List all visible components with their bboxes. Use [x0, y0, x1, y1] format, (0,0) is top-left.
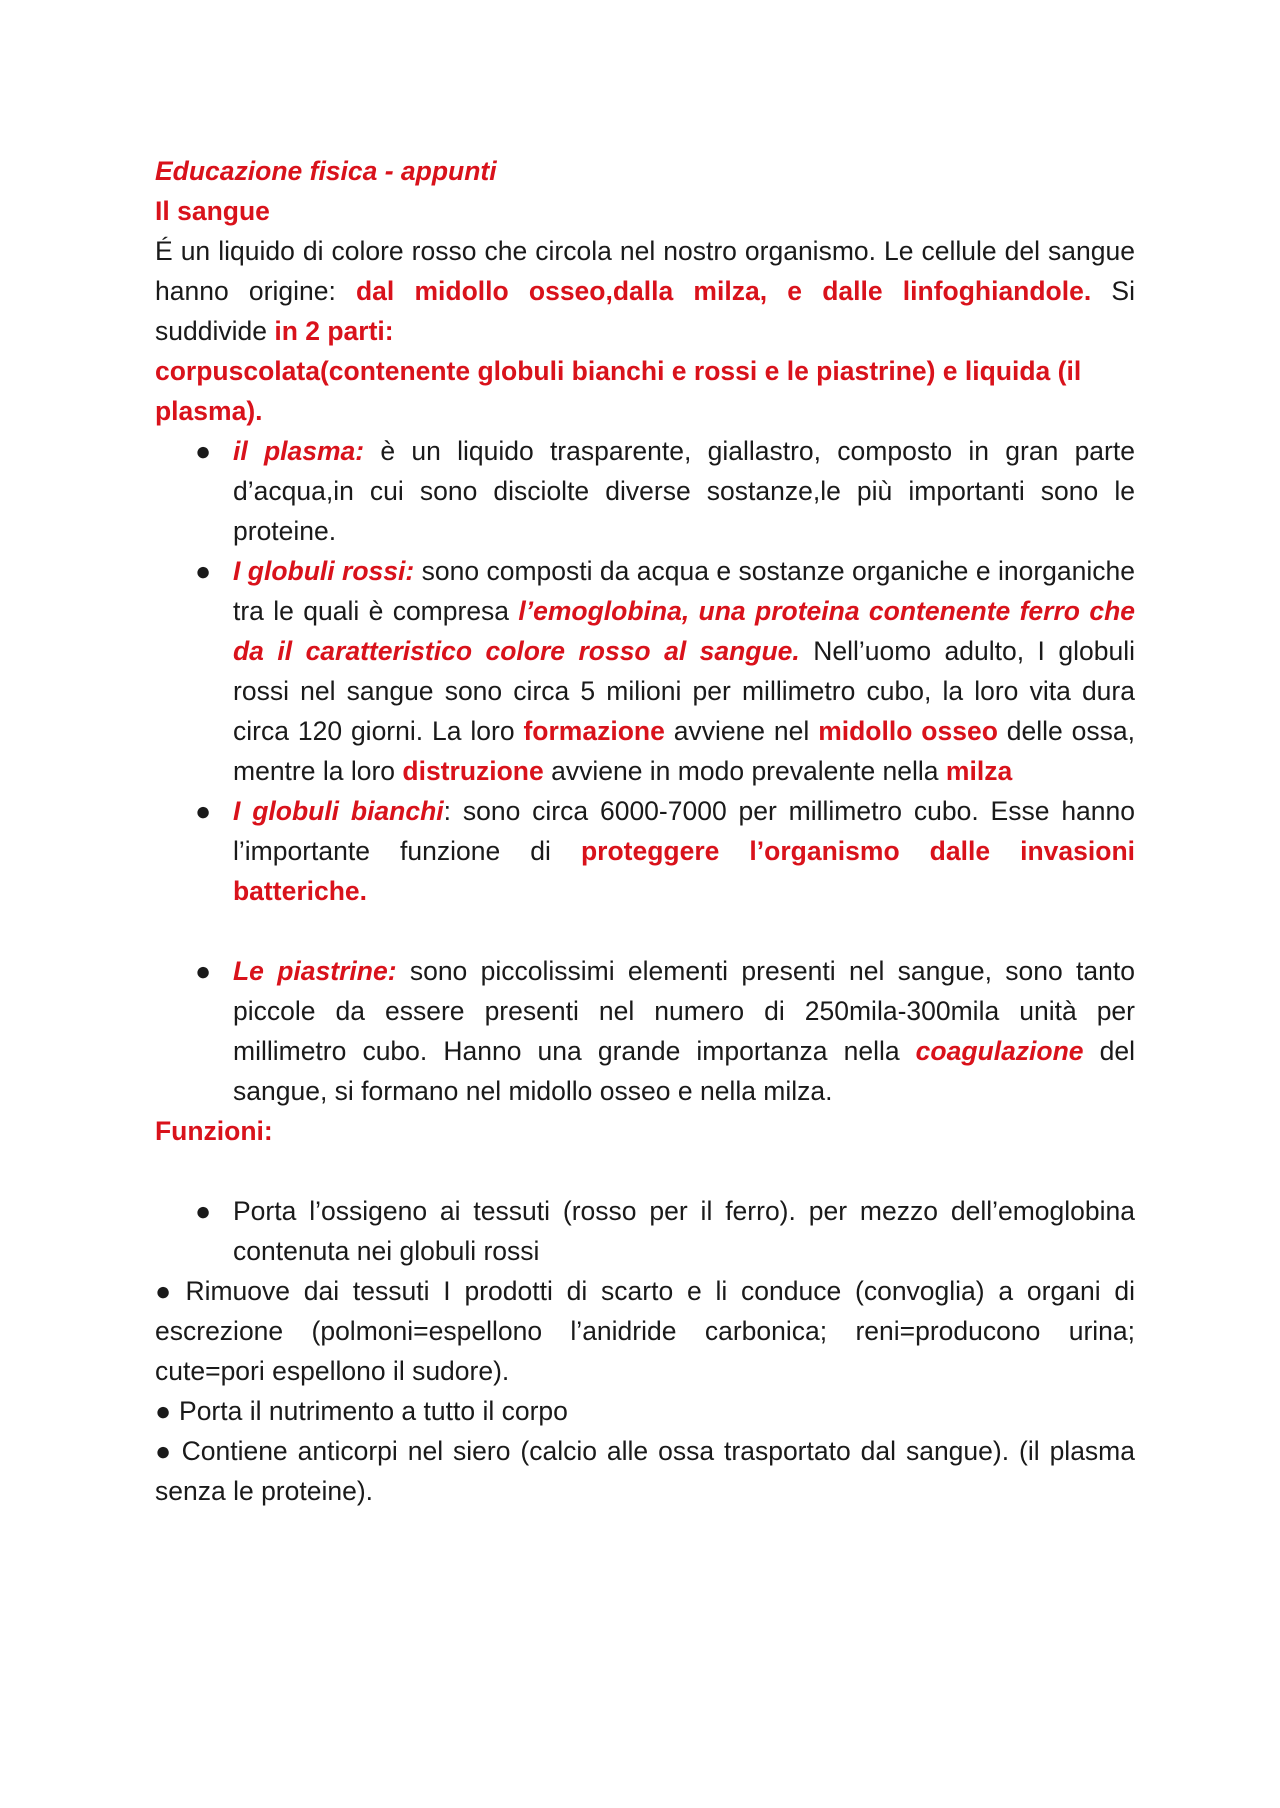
- intro-parts-description: corpuscolata(contenente globuli bianchi e rossi e le piastrine) e liquida (il plasma).: [155, 356, 1082, 426]
- function-text: Rimuove dai tessuti I prodotti di scarto e li conduce (convoglia) a organi di escrezione (polmoni=espellono l’anidride carbonica; reni=producono urina; cute=pori espellono il sudore).: [155, 1276, 1135, 1386]
- red-cells-text: avviene in modo prevalente nella: [543, 756, 946, 786]
- term-red-cells: I globuli rossi:: [233, 556, 415, 586]
- intro-paragraph: [155, 231, 1135, 351]
- function-item: [155, 1271, 1135, 1391]
- section-heading: Il sangue: [155, 196, 270, 226]
- white-cells-text: : sono circa 6000-7000 per millimetro cubo. Esse hanno l’importante funzione di: [233, 796, 1136, 866]
- platelets-text: del sangue, si formano nel midollo osseo e nella milza.: [233, 1036, 1135, 1106]
- term-white-cells: I globuli bianchi: [233, 796, 444, 826]
- term-plasma: il plasma:: [233, 436, 365, 466]
- formation-highlight: formazione: [523, 716, 665, 746]
- spleen-highlight: milza: [945, 756, 1013, 786]
- term-platelets: Le piastrine:: [233, 956, 397, 986]
- red-cells-text: sono composti da acqua e sostanze organiche e inorganiche tra le quali è compresa: [233, 556, 1135, 626]
- function-item: [194, 1191, 1135, 1271]
- bullet-icon: ●: [194, 436, 211, 466]
- bullet-icon: ●: [194, 956, 211, 986]
- blood-components-list: [155, 431, 1135, 1111]
- function-item: [155, 1391, 1135, 1431]
- bone-marrow-highlight: midollo osseo: [818, 716, 998, 746]
- document-title: Educazione fisica - appunti: [155, 156, 497, 186]
- bullet-icon: ●: [155, 1436, 174, 1466]
- intro-origin-highlight: dal midollo osseo,dalla milza, e dalle linfoghiandole.: [356, 276, 1092, 306]
- platelets-text: sono piccolissimi elementi presenti nel sangue, sono tanto piccole da essere presenti nel numero di 250mila-300mila unità per millimetro cubo. Hanno una grande importanza nella: [233, 956, 1135, 1066]
- function-text: Porta l’ossigeno ai tessuti (rosso per il ferro). per mezzo dell’emoglobina contenuta nei globuli rossi: [233, 1196, 1135, 1266]
- bullet-icon: ●: [194, 796, 211, 826]
- functions-heading: Funzioni:: [155, 1116, 273, 1146]
- list-item-platelets: [194, 951, 1135, 1111]
- plasma-text: è un liquido trasparente, giallastro, composto in gran parte d’acqua,in cui sono disciolte diverse sostanze,le più importanti sono le proteine.: [233, 436, 1135, 546]
- coagulation-highlight: coagulazione: [915, 1036, 1084, 1066]
- protection-highlight: proteggere l’organismo dalle invasioni batteriche.: [233, 836, 1135, 906]
- intro-parts-highlight: in 2 parti:: [274, 316, 394, 346]
- bullet-icon: ●: [194, 556, 211, 586]
- list-spacer: [233, 911, 1135, 951]
- list-item-red-cells: [194, 551, 1135, 791]
- bullet-icon: ●: [194, 1196, 211, 1226]
- function-text: Contiene anticorpi nel siero (calcio alle ossa trasportato dal sangue). (il plasma senza le proteine).: [155, 1436, 1135, 1506]
- destruction-highlight: distruzione: [402, 756, 544, 786]
- functions-list: [155, 1191, 1135, 1271]
- bullet-icon: ●: [155, 1396, 172, 1426]
- function-item: [155, 1431, 1135, 1511]
- function-text: Porta il nutrimento a tutto il corpo: [179, 1396, 568, 1426]
- document-page: [155, 151, 1135, 1511]
- red-cells-text: Nell’uomo adulto, I globuli rossi nel sangue sono circa 5 milioni per millimetro cubo, la loro vita dura circa 120 giorni. La loro: [233, 636, 1135, 746]
- intro-text: É un liquido di colore rosso che circola nel nostro organismo. Le cellule del sangue hanno origine:: [155, 236, 1135, 306]
- red-cells-text: avviene nel: [664, 716, 819, 746]
- hemoglobin-highlight: l’emoglobina, una proteina contenente ferro che da il caratteristico colore rosso al sangue.: [233, 596, 1135, 666]
- bullet-icon: ●: [155, 1276, 178, 1306]
- list-item-plasma: [194, 431, 1135, 551]
- intro-text: Si suddivide: [155, 276, 1135, 346]
- list-item-white-cells: [194, 791, 1136, 911]
- spacer: [155, 1151, 1135, 1191]
- red-cells-text: delle ossa, mentre la loro: [233, 716, 1135, 786]
